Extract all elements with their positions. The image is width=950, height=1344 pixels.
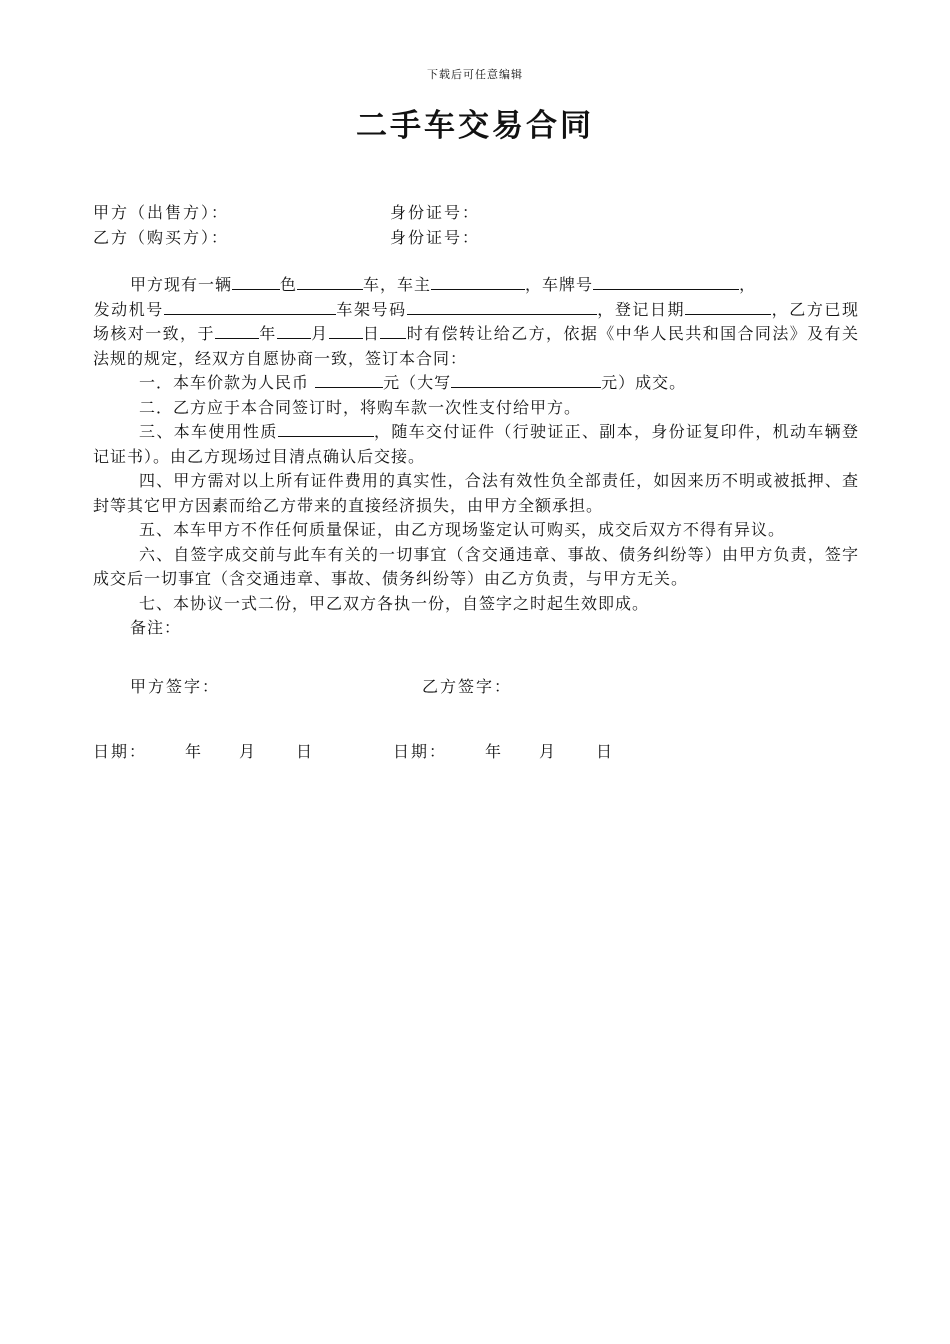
clause-text: 元（大写 — [383, 373, 452, 392]
intro-text: 车架号码 — [335, 299, 407, 319]
clause-6: 六、自签字成交前与此车有关的一切事宜（含交通违章、事故、债务纠纷等）由甲方负责，签字成交后一切事宜（含交通违章、事故、债务纠纷等）由乙方负责，与甲方无关。 — [93, 544, 859, 588]
registration-date-blank[interactable] — [685, 300, 771, 315]
clause-3 — [93, 420, 859, 469]
party-a-id-label: 身份证号： — [390, 203, 481, 222]
party-b-row — [93, 225, 481, 247]
intro-text: ，登记日期 — [596, 299, 686, 319]
clause-text: 元）成交。 — [601, 373, 687, 392]
page-title: 二手车交易合同 — [356, 108, 594, 144]
plate-blank[interactable] — [593, 275, 739, 290]
intro-text: ，乙方已现场核对一致，于 — [93, 299, 859, 343]
usage-blank[interactable] — [278, 422, 374, 437]
clause-1 — [93, 371, 859, 396]
intro-text: 车，车主 — [363, 275, 432, 294]
date-row — [93, 739, 793, 763]
intro-text: 月 — [310, 324, 329, 343]
color-blank[interactable] — [232, 275, 280, 290]
engine-number-blank[interactable] — [164, 300, 336, 315]
party-b-id-label: 身份证号： — [390, 228, 481, 247]
clause-2: 二．乙方应于本合同签订时，将购车款一次性支付给甲方。 — [139, 397, 582, 417]
month-blank[interactable] — [277, 324, 311, 339]
intro-text: 甲方现有一辆 — [130, 275, 233, 294]
party-b-label: 乙方（购买方）： — [93, 228, 230, 247]
clause-text: 三、本车使用性质 — [139, 422, 278, 441]
date-label-b: 日期： — [393, 742, 448, 761]
party-a-signature-label: 甲方签字： — [130, 677, 221, 696]
date-day-a: 日 — [296, 742, 315, 761]
intro-text: ，车牌号 — [525, 275, 594, 294]
day-blank[interactable] — [329, 324, 363, 339]
price-words-blank[interactable] — [451, 373, 601, 388]
header-note: 下载后可任意编辑 — [427, 68, 523, 81]
contract-body — [93, 273, 859, 641]
signature-row — [130, 674, 513, 697]
intro-text: 日 — [362, 324, 381, 343]
clause-7: 七、本协议一式二份，甲乙双方各执一份，自签字之时起生效即成。 — [139, 593, 650, 613]
remark: 备注： — [130, 618, 182, 637]
intro-text: 时有偿转让给乙方，依据《中华人民共和国合同法》及有关法规的规定，经双方自愿协商一致，签订本合同： — [93, 324, 859, 368]
clause-4: 四、甲方需对以上所有证件费用的真实性，合法有效性负全部责任，如因来历不明或被抵押、查封等其它甲方因素而给乙方带来的直接经济损失，由甲方全额承担。 — [93, 471, 859, 515]
clause-text: 一．本车价款为人民币 — [139, 373, 316, 392]
party-a-label: 甲方（出售方）： — [93, 203, 230, 222]
intro-text: ， — [739, 275, 757, 294]
party-b-signature-label: 乙方签字： — [422, 677, 513, 696]
intro-text: 色 — [280, 275, 298, 294]
clause-text: ，随车交付证件（行驶证正、副本，身份证复印件，机动车辆登记证书）。由乙方现场过目清点确认后交接。 — [93, 422, 859, 466]
clause-5: 五、本车甲方不作任何质量保证，由乙方现场鉴定认可购买，成交后双方不得有异议。 — [139, 520, 786, 539]
date-month-a: 月 — [239, 742, 258, 761]
intro-text: 发动机号 — [93, 299, 164, 319]
date-label-a: 日期： — [93, 742, 148, 761]
owner-blank[interactable] — [431, 275, 525, 290]
date-year-b: 年 — [485, 742, 504, 761]
date-year-a: 年 — [185, 742, 204, 761]
intro-text: 年 — [258, 324, 277, 343]
hour-blank[interactable] — [380, 324, 406, 339]
car-type-blank[interactable] — [297, 275, 363, 290]
price-blank[interactable] — [315, 373, 383, 388]
date-day-b: 日 — [596, 742, 615, 761]
party-a-row — [93, 200, 481, 222]
year-blank[interactable] — [215, 324, 259, 339]
date-month-b: 月 — [539, 742, 558, 761]
vin-blank[interactable] — [407, 300, 597, 315]
intro-paragraph — [93, 273, 859, 371]
